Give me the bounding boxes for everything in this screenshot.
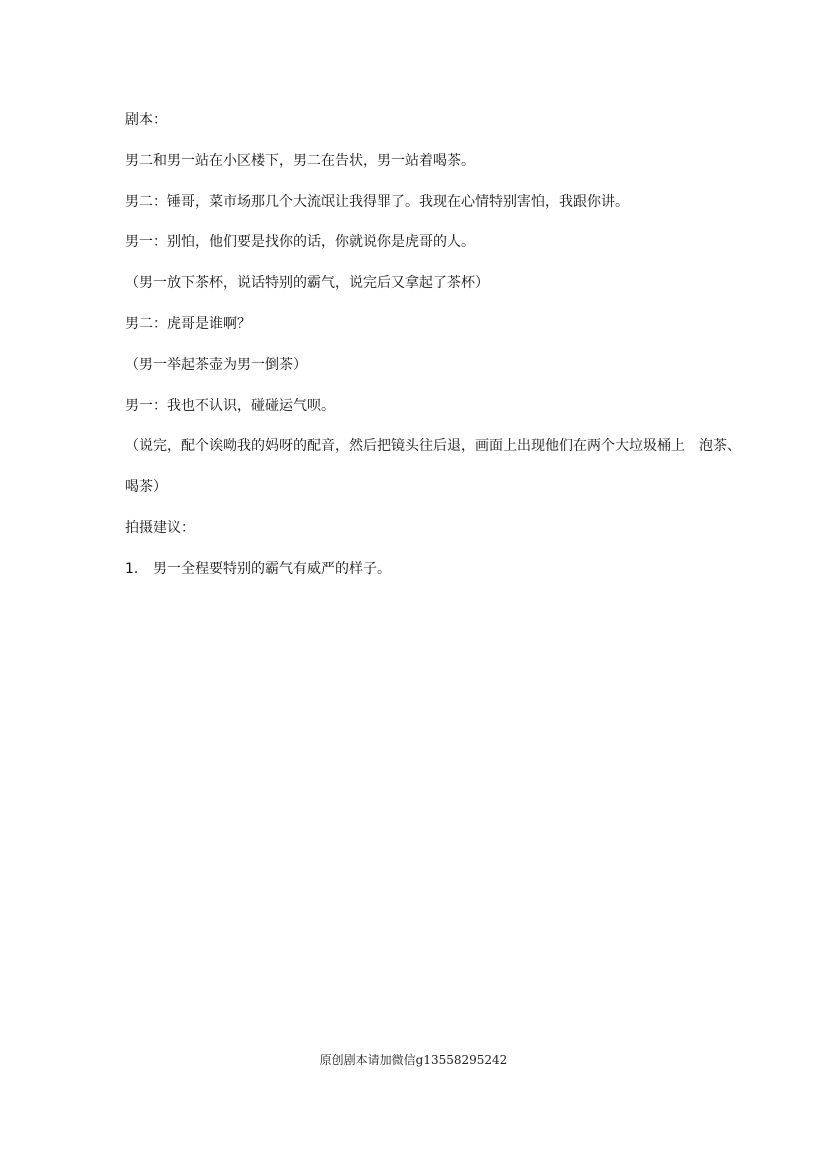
suggestions-heading: 拍摄建议：: [125, 519, 195, 536]
stage-direction: （说完，配个诶呦我的妈呀的配音，然后把镜头往后退，画面上出现他们在两个大垃圾桶上 泡茶、: [125, 438, 741, 455]
page-footer: 原创剧本请加微信g13558295242: [319, 1053, 508, 1067]
suggestion-number: 1．: [125, 560, 148, 577]
dialogue-line: 男一：我也不认识，碰碰运气呗。: [125, 397, 335, 414]
script-body: [125, 110, 741, 600]
stage-direction-continued: 喝茶）: [125, 479, 167, 496]
dialogue-line: 男二：锤哥，菜市场那几个大流氓让我得罪了。我现在心情特别害怕，我跟你讲。: [125, 193, 629, 210]
suggestion-item: [125, 559, 725, 579]
script-heading: 剧本：: [125, 112, 167, 128]
dialogue-line: 男一：别怕，他们要是找你的话，你就说你是虎哥的人。: [125, 234, 475, 251]
stage-direction: （男一举起茶壶为男一倒茶）: [125, 356, 307, 373]
dialogue-line: 男二：虎哥是谁啊？: [125, 315, 251, 332]
suggestion-text: 男一全程要特别的霸气有威严的样子。: [153, 560, 391, 577]
scene-description: 男二和男一站在小区楼下，男二在告状，男一站着喝茶。: [125, 152, 475, 169]
stage-direction: （男一放下茶杯，说话特别的霸气，说完后又拿起了茶杯）: [125, 275, 489, 292]
